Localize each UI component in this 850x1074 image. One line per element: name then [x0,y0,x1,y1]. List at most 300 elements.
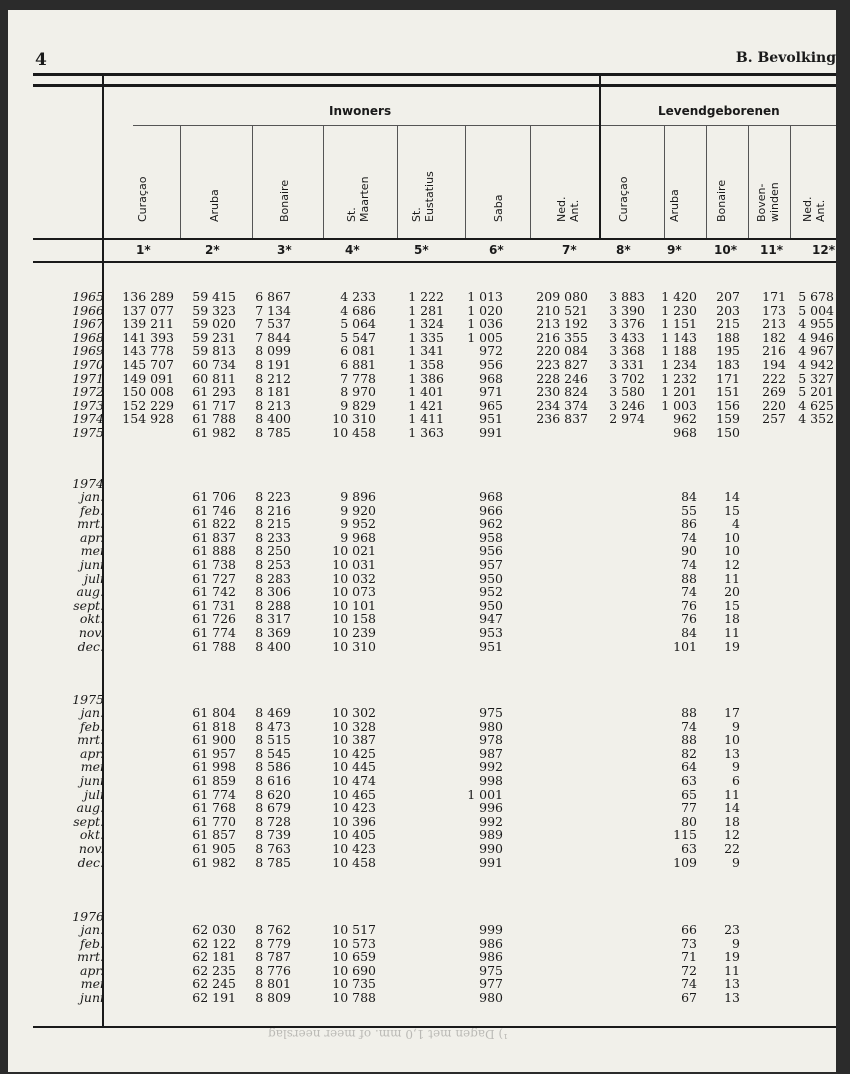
row-label: juli [84,570,104,586]
table-cell: 4 967 [798,343,834,359]
table-cell: 159 [716,411,740,427]
table-cell: 188 [716,329,740,345]
table-cell: 6 867 [255,289,291,304]
table-cell: 3 433 [609,329,645,345]
row-label: 1975 [72,692,104,707]
table-cell: 61 900 [192,732,236,748]
column-header: Ned. Ant. [555,196,581,222]
header-rule [33,84,836,87]
table-cell: 222 [762,370,786,386]
column-divider [706,126,707,238]
table-cell: 9 920 [340,502,376,518]
table-cell: 972 [479,343,503,359]
row-label: 1974 [72,411,104,427]
table-cell: 1 013 [467,289,503,304]
row-label: jan. [80,922,104,937]
table-cell: 61 982 [192,854,236,870]
table-cell: 3 883 [609,289,645,304]
column-header: Curaçao [617,176,630,222]
row-label: 1965 [72,289,104,304]
table-cell: 10 735 [332,976,376,992]
table-cell: 67 [681,990,697,1005]
table-cell: 8 469 [255,705,291,720]
table-cell: 971 [479,384,503,400]
table-cell: 269 [762,384,786,400]
row-label: 1968 [72,329,104,345]
table-cell: 141 393 [122,329,174,345]
table-cell: 4 [732,516,740,532]
table-cell: 213 192 [536,316,588,332]
table-cell: 1 234 [661,357,697,372]
table-cell: 10 [724,732,740,748]
table-cell: 73 [681,935,697,951]
table-cell: 8 215 [255,516,291,532]
column-header: Saba [492,194,505,222]
table-cell: 6 881 [340,357,376,372]
column-header: St. Eustatius [410,171,436,222]
row-label: dec. [77,638,104,654]
group-inwoners: Inwoners [329,104,392,118]
table-cell: 152 229 [122,397,174,413]
table-cell: 10 032 [332,570,376,586]
column-divider [323,126,324,238]
table-cell: 15 [724,597,740,613]
table-cell: 74 [681,976,697,992]
table-cell: 223 827 [536,357,588,372]
table-cell: 88 [681,570,697,586]
table-cell: 8 288 [255,597,291,613]
table-cell: 3 376 [609,316,645,332]
table-cell: 8 233 [255,529,291,545]
table-cell: 61 822 [192,516,236,532]
table-cell: 992 [479,813,503,829]
table-cell: 1 230 [661,302,697,318]
table-cell: 13 [724,990,740,1005]
row-label: apr. [79,745,104,761]
table-cell: 61 770 [192,813,236,829]
row-label: jan. [80,489,104,504]
table-cell: 975 [479,705,503,720]
column-divider [465,126,466,238]
table-cell: 987 [479,745,503,761]
table-cell: 9 [732,759,740,775]
table-cell: 10 425 [332,745,376,761]
table-cell: 228 246 [536,370,588,386]
table-cell: 213 [762,316,786,332]
column-header: Bonaire [715,179,728,222]
row-label: juni [80,990,104,1005]
table-cell: 61 888 [192,543,236,559]
table-cell: 5 201 [798,384,834,400]
page-number: 4 [35,50,47,70]
table-cell: 61 768 [192,800,236,816]
table-cell: 3 331 [609,357,645,372]
table-cell: 3 390 [609,302,645,318]
row-label: 1966 [72,302,104,318]
table-cell: 216 [762,343,786,359]
table-cell: 6 [732,773,740,788]
row-label: 1971 [72,370,104,386]
table-cell: 61 837 [192,529,236,545]
table-cell: 10 239 [332,625,376,640]
table-cell: 230 824 [536,384,588,400]
table-cell: 10 387 [332,732,376,748]
document-page [8,10,836,1072]
table-cell: 5 327 [798,370,834,386]
table-cell: 216 355 [536,329,588,345]
table-cell: 10 396 [332,813,376,829]
row-label: sept. [73,813,104,829]
table-cell: 15 [724,502,740,518]
table-cell: 74 [681,529,697,545]
table-cell: 8 545 [255,745,291,761]
table-cell: 10 310 [332,638,376,654]
table-cell: 137 077 [122,302,174,318]
table-cell: 55 [681,502,697,518]
table-cell: 986 [479,949,503,965]
table-cell: 8 620 [255,786,291,802]
table-cell: 8 253 [255,557,291,572]
table-cell: 10 158 [332,611,376,627]
column-number: 10* [714,243,737,257]
table-cell: 9 952 [340,516,376,532]
table-cell: 63 [681,841,697,856]
table-cell: 950 [479,570,503,586]
table-cell: 23 [724,922,740,937]
table-cell: 234 374 [536,397,588,413]
table-cell: 11 [724,962,740,978]
row-label: nov. [78,841,104,856]
table-cell: 10 101 [332,597,376,613]
column-divider [397,126,398,238]
row-label: feb. [80,935,104,951]
table-cell: 3 702 [609,370,645,386]
table-cell: 8 679 [255,800,291,816]
colnum-rule-bottom [33,261,836,263]
table-cell: 1 358 [408,357,444,372]
table-cell: 61 905 [192,841,236,856]
table-cell: 74 [681,718,697,734]
row-label: 1973 [72,397,104,413]
table-cell: 156 [716,397,740,413]
table-cell: 10 423 [332,800,376,816]
table-cell: 999 [479,922,503,937]
table-cell: 61 293 [192,384,236,400]
column-header: Aruba [668,189,681,222]
table-cell: 61 859 [192,773,236,788]
table-cell: 4 625 [798,397,834,413]
column-number: 6* [489,243,504,257]
table-cell: 9 [732,718,740,734]
table-cell: 1 363 [408,425,444,440]
table-cell: 8 213 [255,397,291,413]
table-cell: 7 778 [340,370,376,386]
table-cell: 5 547 [340,329,376,345]
row-label: 1976 [72,909,104,924]
table-cell: 991 [479,854,503,870]
table-cell: 64 [681,759,697,775]
table-cell: 977 [479,976,503,992]
table-cell: 8 801 [255,976,291,992]
table-cell: 1 421 [408,397,444,413]
table-cell: 215 [716,316,740,332]
table-cell: 10 302 [332,705,376,720]
bleed-through: ¹) Dagen met 1,0 mm. of meer neerslag [268,1027,508,1041]
table-cell: 8 970 [340,384,376,400]
table-cell: 965 [479,397,503,413]
table-cell: 14 [724,489,740,504]
table-cell: 5 064 [340,316,376,332]
table-cell: 10 690 [332,962,376,978]
table-cell: 207 [716,289,740,304]
table-cell: 8 181 [255,384,291,400]
table-cell: 1 401 [408,384,444,400]
table-cell: 10 788 [332,990,376,1005]
table-cell: 182 [762,329,786,345]
table-cell: 149 091 [122,370,174,386]
table-cell: 1 335 [408,329,444,345]
table-cell: 8 400 [255,411,291,427]
table-cell: 9 968 [340,529,376,545]
table-cell: 8 515 [255,732,291,748]
table-cell: 4 942 [798,357,834,372]
table-cell: 9 829 [340,397,376,413]
table-cell: 966 [479,502,503,518]
table-cell: 8 586 [255,759,291,775]
table-cell: 1 232 [661,370,697,386]
table-cell: 951 [479,638,503,654]
table-cell: 74 [681,557,697,572]
table-cell: 72 [681,962,697,978]
table-cell: 1 005 [467,329,503,345]
table-cell: 9 [732,854,740,870]
table-cell: 61 717 [192,397,236,413]
row-label: 1975 [72,425,104,440]
table-cell: 958 [479,529,503,545]
table-cell: 10 073 [332,584,376,600]
table-cell: 220 [762,397,786,413]
column-number: 12* [812,243,835,257]
table-cell: 136 289 [122,289,174,304]
table-cell: 10 458 [332,854,376,870]
table-cell: 150 008 [122,384,174,400]
row-label: mei [80,543,104,559]
table-cell: 62 245 [192,976,236,992]
table-cell: 77 [681,800,697,816]
table-cell: 61 738 [192,557,236,572]
table-cell: 978 [479,732,503,748]
table-cell: 998 [479,773,503,788]
table-cell: 11 [724,625,740,640]
table-cell: 154 928 [122,411,174,427]
row-label: 1967 [72,316,104,332]
column-divider [790,126,791,238]
table-cell: 1 188 [661,343,697,359]
table-cell: 62 191 [192,990,236,1005]
table-cell: 13 [724,745,740,761]
table-cell: 952 [479,584,503,600]
row-label: aug. [76,800,104,816]
table-cell: 14 [724,800,740,816]
table-cell: 8 779 [255,935,291,951]
table-cell: 82 [681,745,697,761]
table-cell: 65 [681,786,697,802]
table-cell: 10 474 [332,773,376,788]
table-cell: 1 143 [661,329,697,345]
row-label: aug. [76,584,104,600]
table-cell: 61 731 [192,597,236,613]
table-cell: 9 896 [340,489,376,504]
table-cell: 8 762 [255,922,291,937]
table-cell: 61 804 [192,705,236,720]
table-cell: 62 030 [192,922,236,937]
table-cell: 80 [681,813,697,829]
table-cell: 61 982 [192,425,236,440]
table-cell: 84 [681,625,697,640]
column-divider [252,126,253,238]
table-cell: 1 222 [408,289,444,304]
table-cell: 950 [479,597,503,613]
table-cell: 62 235 [192,962,236,978]
row-label: juni [80,773,104,788]
table-cell: 10 [724,529,740,545]
table-cell: 8 369 [255,625,291,640]
table-cell: 9 [732,935,740,951]
table-cell: 8 099 [255,343,291,359]
table-cell: 151 [716,384,740,400]
table-cell: 257 [762,411,786,427]
table-cell: 59 323 [192,302,236,318]
table-cell: 12 [724,557,740,572]
table-cell: 90 [681,543,697,559]
table-cell: 992 [479,759,503,775]
table-cell: 10 031 [332,557,376,572]
column-header: Ned. Ant. [801,196,827,222]
column-divider [664,126,665,238]
table-cell: 980 [479,990,503,1005]
table-cell: 61 788 [192,411,236,427]
table-cell: 4 352 [798,411,834,427]
column-header: Boven- winden [755,182,781,222]
table-cell: 4 686 [340,302,376,318]
table-cell: 173 [762,302,786,318]
table-cell: 74 [681,584,697,600]
section-title: B. Bevolking [735,50,836,66]
table-cell: 1 411 [408,411,444,427]
table-cell: 956 [479,543,503,559]
table-cell: 4 946 [798,329,834,345]
table-cell: 980 [479,718,503,734]
table-cell: 10 458 [332,425,376,440]
table-cell: 76 [681,611,697,627]
table-cell: 183 [716,357,740,372]
table-cell: 61 726 [192,611,236,627]
table-cell: 209 080 [536,289,588,304]
table-cell: 1 003 [661,397,697,413]
row-label: mei [80,759,104,775]
table-cell: 8 809 [255,990,291,1005]
column-number: 7* [562,243,577,257]
table-cell: 76 [681,597,697,613]
table-cell: 10 573 [332,935,376,951]
table-cell: 947 [479,611,503,627]
table-cell: 3 580 [609,384,645,400]
row-label: mrt. [77,732,104,748]
table-cell: 150 [716,425,740,440]
table-cell: 2 974 [609,411,645,427]
table-cell: 968 [673,425,697,440]
table-cell: 8 616 [255,773,291,788]
table-cell: 61 774 [192,625,236,640]
row-label: juni [80,557,104,572]
table-cell: 996 [479,800,503,816]
table-cell: 10 310 [332,411,376,427]
row-label: feb. [80,718,104,734]
table-cell: 101 [673,638,697,654]
table-cell: 10 405 [332,827,376,843]
table-cell: 990 [479,841,503,856]
table-cell: 956 [479,357,503,372]
table-cell: 10 659 [332,949,376,965]
table-cell: 953 [479,625,503,640]
table-cell: 8 306 [255,584,291,600]
table-cell: 5 004 [798,302,834,318]
table-cell: 8 728 [255,813,291,829]
table-cell: 171 [716,370,740,386]
table-cell: 19 [724,638,740,654]
column-number: 1* [136,243,151,257]
row-label: 1972 [72,384,104,400]
table-cell: 171 [762,289,786,304]
table-cell: 10 517 [332,922,376,937]
table-cell: 4 955 [798,316,834,332]
table-cell: 968 [479,370,503,386]
table-cell: 8 776 [255,962,291,978]
row-label: nov. [78,625,104,640]
table-cell: 8 250 [255,543,291,559]
table-cell: 62 181 [192,949,236,965]
table-cell: 60 811 [192,370,236,386]
table-cell: 8 787 [255,949,291,965]
table-cell: 10 465 [332,786,376,802]
row-label: mrt. [77,949,104,965]
table-cell: 3 246 [609,397,645,413]
table-cell: 8 785 [255,854,291,870]
table-cell: 59 813 [192,343,236,359]
table-cell: 1 020 [467,302,503,318]
table-cell: 962 [479,516,503,532]
table-cell: 88 [681,705,697,720]
table-cell: 115 [673,827,697,843]
table-cell: 61 742 [192,584,236,600]
table-cell: 8 317 [255,611,291,627]
table-cell: 203 [716,302,740,318]
table-cell: 139 211 [122,316,174,332]
table-cell: 8 212 [255,370,291,386]
table-cell: 143 778 [122,343,174,359]
table-cell: 5 678 [798,289,834,304]
column-header: St. Maarten [345,176,371,222]
table-cell: 61 746 [192,502,236,518]
table-cell: 60 734 [192,357,236,372]
table-cell: 991 [479,425,503,440]
row-label: apr. [79,962,104,978]
column-number: 4* [345,243,360,257]
table-cell: 10 [724,543,740,559]
row-label: juli [84,786,104,802]
column-divider [530,126,531,238]
table-cell: 61 706 [192,489,236,504]
